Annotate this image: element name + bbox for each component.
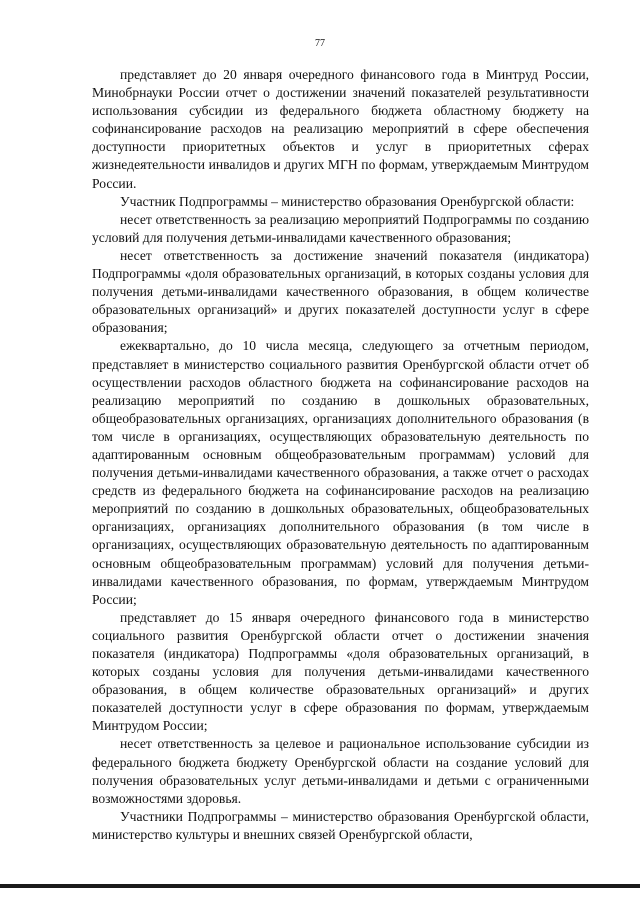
paragraph: представляет до 15 января очередного финансового года в министерство социального развития Оренбургской области отчет о достижении значения показателя (индикатора) Подпрограммы «доля образовательных организаций, в которых созданы условия для получения детьми-инвалидами качественного образования, в общем количестве образовательных организаций» и других показателей доступности услуг в сфере образования по формам, утверждаемым Минтрудом России; <box>92 609 589 734</box>
paragraph: несет ответственность за достижение значений показателя (индикатора) Подпрограммы «доля образовательных организаций, в которых созданы условия для получения детьми-инвалидами качественного образования, в общем количестве образовательных организаций» и других показателей доступности услуг в сфере образования; <box>92 247 589 336</box>
paragraph: несет ответственность за целевое и рациональное использование субсидии из федерального бюджета бюджету Оренбургской области на создание условий для получения образовательных услуг детьми-инвалидами и детьми с ограниченными возможностями здоровья. <box>92 736 589 806</box>
document-body <box>92 66 589 844</box>
paragraph: несет ответственность за реализацию мероприятий Подпрограммы по созданию условий для получения детьми-инвалидами качественного образования; <box>92 211 589 245</box>
page-number: 77 <box>315 38 325 49</box>
paragraph: ежеквартально, до 10 числа месяца, следующего за отчетным периодом, представляет в министерство социального развития Оренбургской области отчет об осуществлении расходов областного бюджета на софинансирование расходов на реализацию мероприятий по созданию в дошкольных образовательных, общеобразовательных организациях, организациях дополнительного образования (в том числе в организациях, осуществляющих образовательную деятельность по адаптированным основным общеобразовательным программам) условий для получения детьми-инвалидами качественного образования, а также отчет о расходах средств из федерального бюджета на софинансирование расходов на реализацию мероприятий по созданию в дошкольных образовательных, общеобразовательных организациях, организациях дополнительного образования (в том числе в организациях, осуществляющих образовательную деятельность по адаптированным основным общеобразовательным программам) условий для получения детьми-инвалидами качественного образования, по формам, утверждаемым Минтрудом России; <box>92 338 589 607</box>
paragraph: представляет до 20 января очередного финансового года в Минтруд России, Минобрнауки России отчет о достижении значений показателей результативности использования субсидии из федерального бюджета областному бюджету на софинансирование расходов на реализацию мероприятий в сфере обеспечения доступности приоритетных объектов и услуг в приоритетных сферах жизнедеятельности инвалидов и других МГН по формам, утверждаемым Минтрудом России. <box>92 67 589 191</box>
paragraph: Участники Подпрограммы – министерство образования Оренбургской области, министерство культуры и внешних связей Оренбургской области, <box>92 808 589 842</box>
scan-bottom-edge <box>0 884 640 888</box>
paragraph: Участник Подпрограммы – министерство образования Оренбургской области: <box>120 193 575 209</box>
